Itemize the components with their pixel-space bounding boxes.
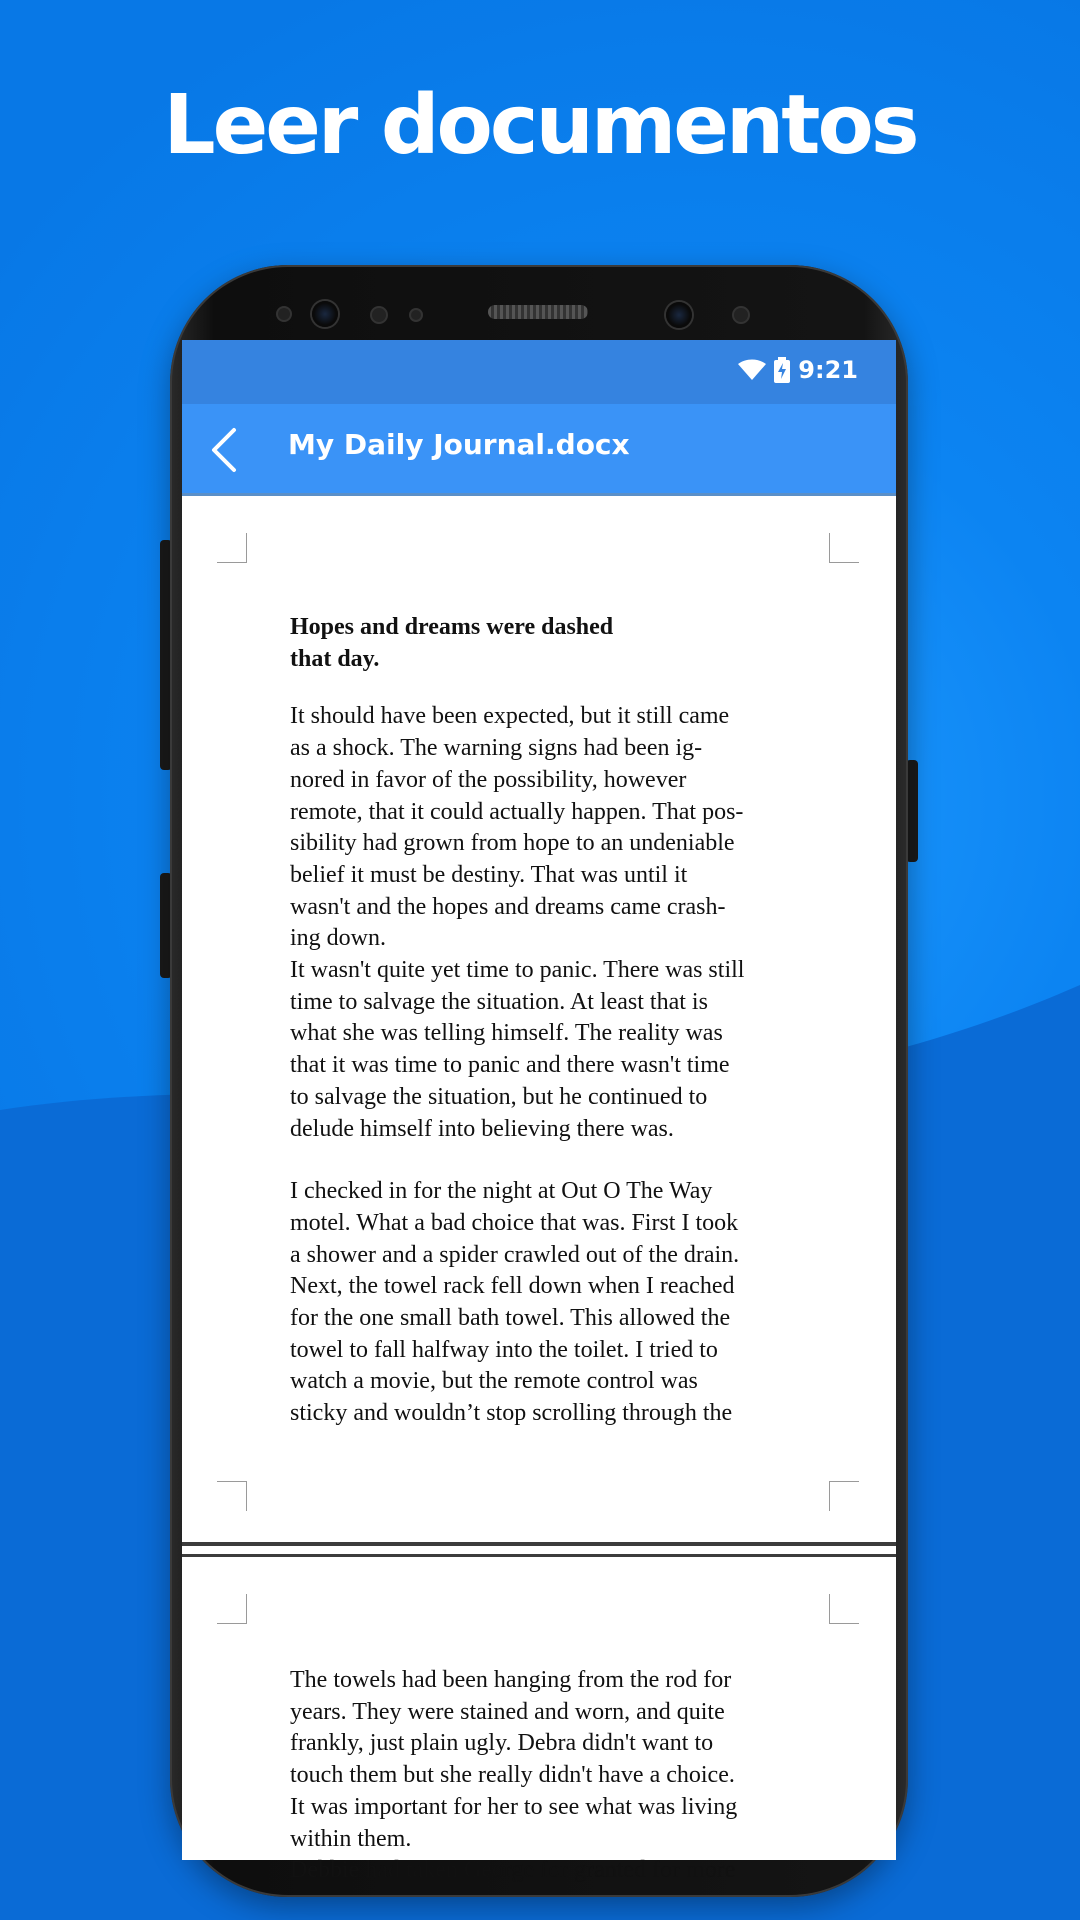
page-content bbox=[290, 1665, 790, 1887]
chevron-left-icon bbox=[204, 426, 250, 474]
document-paragraph: It should have been expected, but it still came as a shock. The warning signs had been ig- nored in favor of the possibility, however remote, that it could actually happen. That pos- sibility had grown from hope to an undeniable belief it must be destiny. That was until it wasn't and the hopes and dreams came crash- ing down. It wasn't quite yet time to panic. There was still time to salvage the situation. At least that is what she was telling himself. The reality was that it was time to panic and there wasn't time to salvage the situation, but he continued to delude himself into believing there was. bbox=[290, 703, 745, 1142]
wifi-icon bbox=[738, 359, 766, 381]
page-corner-mark bbox=[829, 1481, 859, 1511]
document-heading: Hopes and dreams were dashed that day. bbox=[290, 614, 614, 672]
battery-charging-icon bbox=[774, 357, 790, 383]
app-bar bbox=[182, 404, 896, 496]
headline: Leer documentos bbox=[163, 78, 917, 173]
light-sensor bbox=[411, 310, 421, 320]
document-page bbox=[182, 1554, 896, 1884]
page-content bbox=[290, 612, 790, 1430]
front-sensor bbox=[278, 308, 290, 320]
iris-camera bbox=[666, 302, 692, 328]
proximity-sensor bbox=[372, 308, 386, 322]
status-bar bbox=[182, 340, 896, 404]
document-title: My Daily Journal.docx bbox=[288, 428, 630, 461]
phone-screen bbox=[182, 340, 896, 1884]
front-camera bbox=[312, 301, 338, 327]
page-corner-mark bbox=[829, 533, 859, 563]
page-corner-mark bbox=[217, 533, 247, 563]
document-paragraph: I checked in for the night at Out O The Way motel. What a bad choice that was. First I took a shower and a spider crawled out of the drain. Next, the towel rack fell down when I reached for the one small bath towel. This allowed the towel to fall halfway into the toilet. I tried to watch a movie, but the remote control was sticky and wouldn’t stop scrolling through the bbox=[290, 1178, 740, 1427]
document-paragraph: The towels had been hanging from the rod for years. They were stained and worn, and quite frankly, just plain ugly. Debra didn't want to touch them but she really didn't have a choice. It was important for her to see what was living within them. Debbie had taken George for granted for more bbox=[290, 1667, 738, 1884]
page-corner-mark bbox=[829, 1594, 859, 1624]
status-icons bbox=[738, 350, 858, 390]
earpiece-speaker bbox=[488, 305, 588, 319]
document-page bbox=[182, 496, 896, 1546]
page-corner-mark bbox=[217, 1594, 247, 1624]
document-viewer[interactable] bbox=[182, 496, 896, 1884]
clock-time: 9:21 bbox=[798, 356, 858, 384]
page-corner-mark bbox=[217, 1481, 247, 1511]
back-button[interactable] bbox=[204, 426, 250, 474]
iris-sensor bbox=[734, 308, 748, 322]
